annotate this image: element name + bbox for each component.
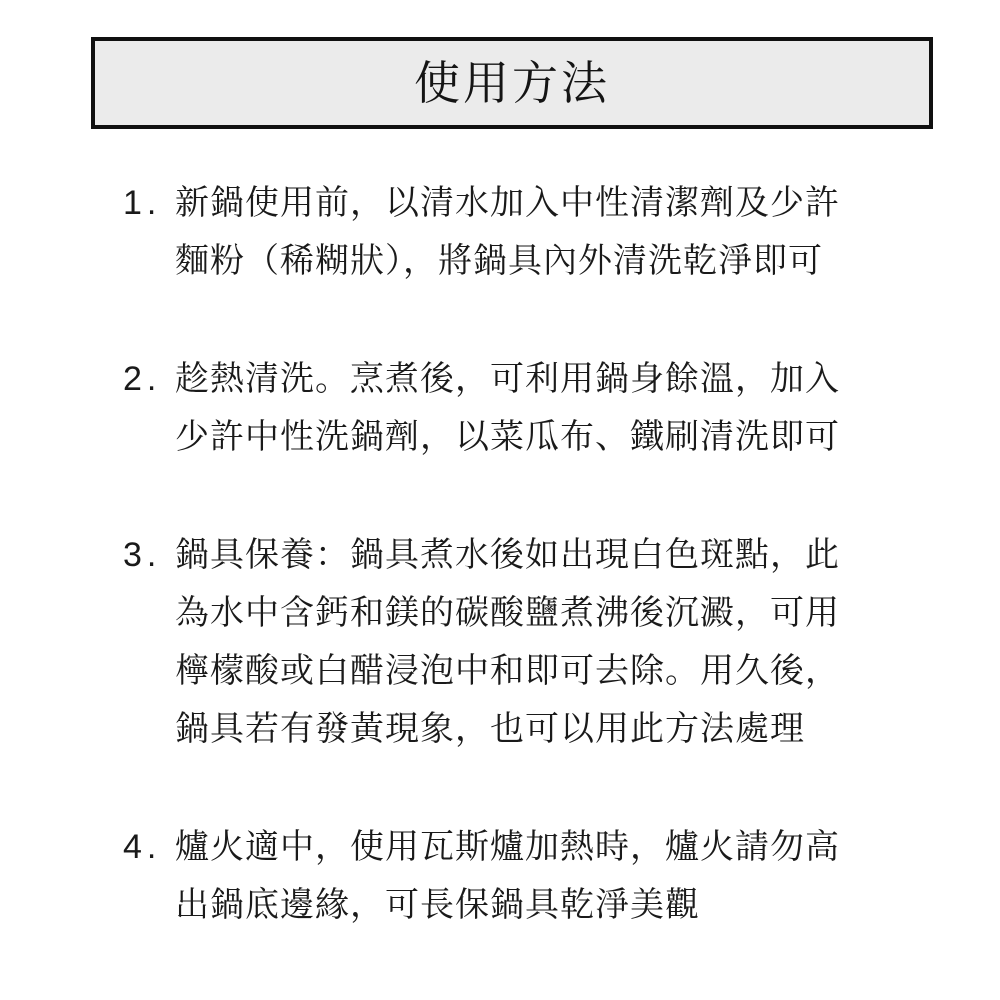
- item-number: 3.: [123, 536, 162, 574]
- text-line: 麵粉（稀糊狀），將鍋具內外清洗乾淨即可: [175, 242, 823, 280]
- text-line: 爐火適中，使用瓦斯爐加熱時，爐火請勿高: [175, 828, 840, 866]
- item-number: 1.: [123, 184, 162, 222]
- item-number: 4.: [123, 828, 162, 866]
- text-line: 鍋具保養：鍋具煮水後如出現白色斑點，此: [175, 536, 840, 574]
- text-line: 趁熱清洗。烹煮後，可利用鍋身餘溫，加入: [175, 360, 840, 398]
- instruction-item-1: [123, 174, 883, 290]
- item-text: [175, 526, 883, 758]
- text-line: 出鍋底邊緣，可長保鍋具乾淨美觀: [175, 886, 700, 924]
- instructions-list: [123, 174, 883, 934]
- text-line: 為水中含鈣和鎂的碳酸鹽煮沸後沉澱，可用: [175, 594, 840, 632]
- instruction-item-2: [123, 350, 883, 466]
- item-text: [175, 174, 883, 290]
- text-line: 檸檬酸或白醋浸泡中和即可去除。用久後，: [175, 652, 840, 690]
- item-text: [175, 818, 883, 934]
- title-box: [91, 37, 933, 129]
- text-line: 少許中性洗鍋劑，以菜瓜布、鐵刷清洗即可: [175, 418, 840, 456]
- text-line: 鍋具若有發黃現象，也可以用此方法處理: [175, 710, 805, 748]
- instruction-item-3: [123, 526, 883, 758]
- item-text: [175, 350, 883, 466]
- text-line: 新鍋使用前，以清水加入中性清潔劑及少許: [175, 184, 840, 222]
- instruction-item-4: [123, 818, 883, 934]
- item-number: 2.: [123, 360, 162, 398]
- page-title: 使用方法: [414, 57, 610, 109]
